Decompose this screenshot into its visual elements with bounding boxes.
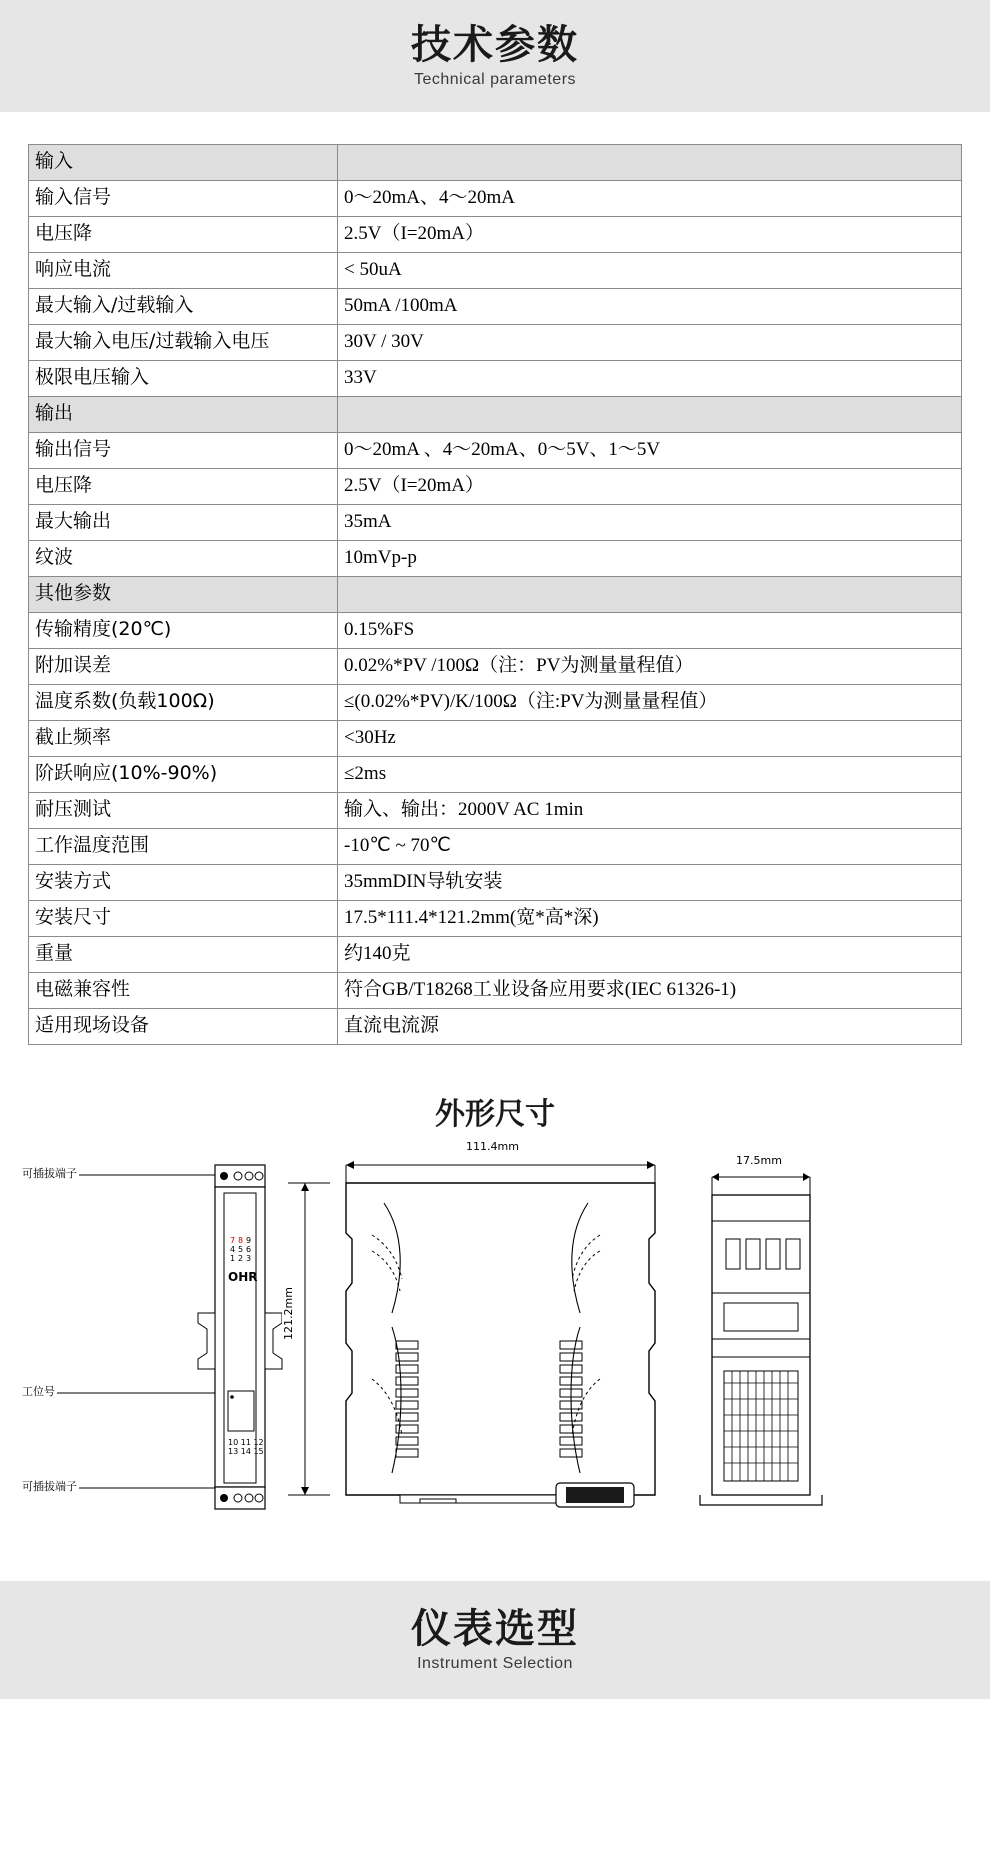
table-row — [29, 613, 962, 649]
spec-label: 安装尺寸 — [29, 901, 338, 937]
svg-text:10 11 12: 10 11 12 — [228, 1438, 264, 1447]
table-row — [29, 865, 962, 901]
spec-label: 输出信号 — [29, 433, 338, 469]
spec-value: 0.15%FS — [338, 613, 962, 649]
svg-text:9: 9 — [246, 1236, 252, 1245]
footer-title: 仪表选型 — [411, 1606, 579, 1652]
table-row — [29, 685, 962, 721]
spec-value: 2.5V（I=20mA） — [338, 217, 962, 253]
spec-label: 电压降 — [29, 217, 338, 253]
spec-label: 适用现场设备 — [29, 1009, 338, 1045]
callout-top-terminal: 可插拔端子 — [22, 1167, 77, 1180]
callout-bottom-terminal: 可插拔端子 — [22, 1480, 77, 1493]
spec-value — [338, 145, 962, 181]
svg-text:6: 6 — [246, 1245, 252, 1254]
spec-label: 极限电压输入 — [29, 361, 338, 397]
svg-text:4: 4 — [230, 1245, 236, 1254]
spec-value: 35mA — [338, 505, 962, 541]
spec-value — [338, 397, 962, 433]
spec-label: 纹波 — [29, 541, 338, 577]
table-row — [29, 901, 962, 937]
table-row — [29, 1009, 962, 1045]
spec-value: ≤2ms — [338, 757, 962, 793]
measure-width-label: 111.4mm — [463, 1140, 522, 1153]
callout-tag-number: 工位号 — [22, 1385, 55, 1398]
spec-label: 响应电流 — [29, 253, 338, 289]
section-footer-instrument-selection — [0, 1581, 990, 1699]
spec-value: 0.02%*PV /100Ω（注：PV为测量量程值） — [338, 649, 962, 685]
table-row — [29, 757, 962, 793]
spec-value: 约140克 — [338, 937, 962, 973]
table-row — [29, 289, 962, 325]
table-row — [29, 325, 962, 361]
spec-value: 直流电流源 — [338, 1009, 962, 1045]
table-row — [29, 397, 962, 433]
spec-value: 0～20mA 、4～20mA、0～5V、1～5V — [338, 433, 962, 469]
table-row — [29, 541, 962, 577]
spec-table-wrapper — [0, 112, 990, 1045]
table-row — [29, 829, 962, 865]
spec-label: 阶跃响应(10%-90%) — [29, 757, 338, 793]
measure-depth-label: 17.5mm — [733, 1154, 785, 1167]
svg-text:2: 2 — [238, 1254, 244, 1263]
table-row — [29, 433, 962, 469]
svg-text:7: 7 — [230, 1236, 236, 1245]
table-row — [29, 469, 962, 505]
spec-value: 33V — [338, 361, 962, 397]
table-row — [29, 793, 962, 829]
table-row — [29, 181, 962, 217]
dimensions-title: 外形尺寸 — [435, 1097, 555, 1132]
footer-subtitle: Instrument Selection — [417, 1655, 573, 1672]
technical-parameters-table — [28, 144, 962, 1045]
spec-value: <30Hz — [338, 721, 962, 757]
section-header-technical-parameters — [0, 0, 990, 112]
spec-value: < 50uA — [338, 253, 962, 289]
spec-label: 耐压测试 — [29, 793, 338, 829]
spec-label: 安装方式 — [29, 865, 338, 901]
spec-value: 17.5*111.4*121.2mm(宽*高*深) — [338, 901, 962, 937]
table-row — [29, 217, 962, 253]
table-row — [29, 937, 962, 973]
spec-label: 最大输出 — [29, 505, 338, 541]
spec-label: 截止频率 — [29, 721, 338, 757]
spec-label: 重量 — [29, 937, 338, 973]
spec-value: 0～20mA、4～20mA — [338, 181, 962, 217]
table-row — [29, 253, 962, 289]
spec-label: 工作温度范围 — [29, 829, 338, 865]
spec-label: 温度系数(负载100Ω) — [29, 685, 338, 721]
spec-value — [338, 577, 962, 613]
spec-label: 附加误差 — [29, 649, 338, 685]
measure-height-label: 121.2mm — [282, 1284, 295, 1343]
spec-label: 输入 — [29, 145, 338, 181]
table-row — [29, 577, 962, 613]
spec-value: 符合GB/T18268工业设备应用要求(IEC 61326-1) — [338, 973, 962, 1009]
spec-label: 电压降 — [29, 469, 338, 505]
spec-value: 50mA /100mA — [338, 289, 962, 325]
spec-label: 最大输入/过载输入 — [29, 289, 338, 325]
table-row — [29, 361, 962, 397]
spec-value: 10mVp-p — [338, 541, 962, 577]
svg-text:3: 3 — [246, 1254, 252, 1263]
spec-label: 传输精度(20℃) — [29, 613, 338, 649]
spec-value: 30V / 30V — [338, 325, 962, 361]
spec-value: ≤(0.02%*PV)/K/100Ω（注:PV为测量量程值） — [338, 685, 962, 721]
table-row — [29, 973, 962, 1009]
svg-text:5: 5 — [238, 1245, 244, 1254]
spec-label: 其他参数 — [29, 577, 338, 613]
svg-text:13 14 15: 13 14 15 — [228, 1447, 264, 1456]
spec-label: 电磁兼容性 — [29, 973, 338, 1009]
table-row — [29, 721, 962, 757]
spec-value: -10℃ ~ 70℃ — [338, 829, 962, 865]
svg-text:OHR: OHR — [228, 1270, 258, 1284]
spec-value: 2.5V（I=20mA） — [338, 469, 962, 505]
table-row — [29, 505, 962, 541]
spec-label: 最大输入电压/过载输入电压 — [29, 325, 338, 361]
spec-value: 输入、输出：2000V AC 1min — [338, 793, 962, 829]
svg-text:8: 8 — [238, 1236, 244, 1245]
table-row — [29, 649, 962, 685]
table-row — [29, 145, 962, 181]
svg-text:1: 1 — [230, 1254, 236, 1263]
page-subtitle: Technical parameters — [413, 71, 577, 88]
page-title: 技术参数 — [411, 22, 579, 68]
spec-label: 输出 — [29, 397, 338, 433]
spec-label: 输入信号 — [29, 181, 338, 217]
spec-value: 35mmDIN导轨安装 — [338, 865, 962, 901]
dimensions-drawing — [0, 1140, 990, 1563]
